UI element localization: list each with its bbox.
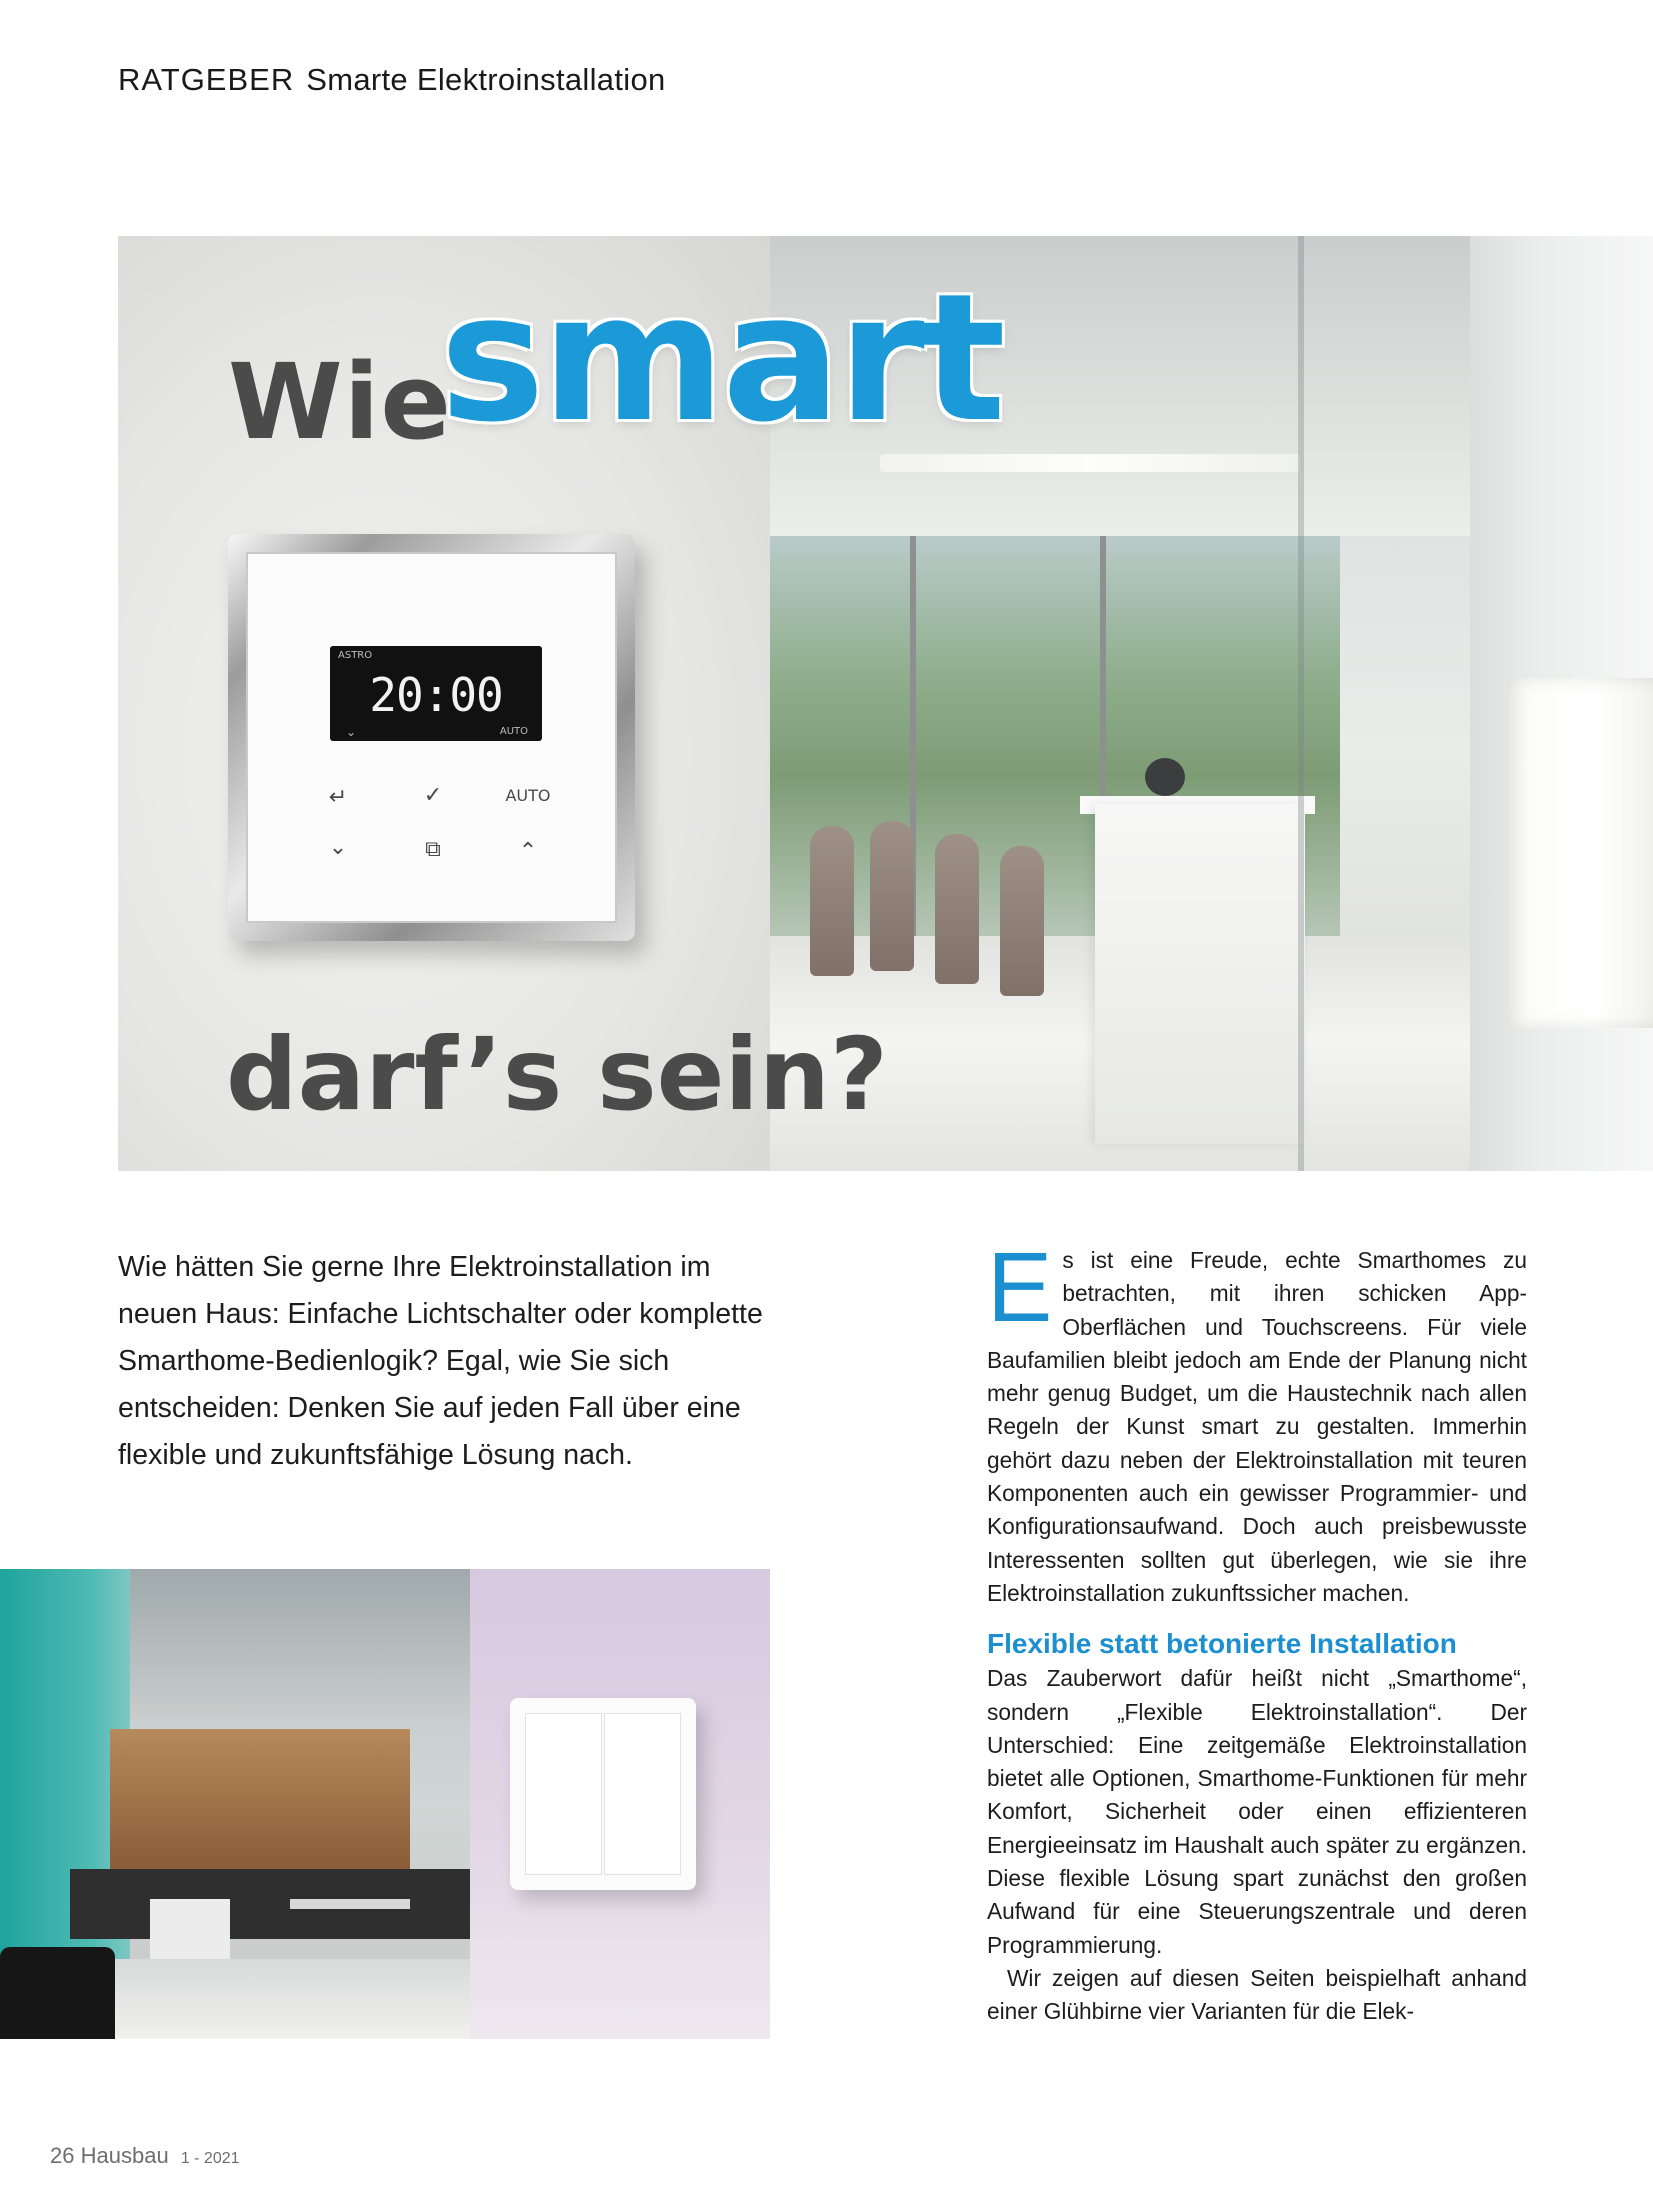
chevron-up-icon: ⌃ [518, 838, 538, 863]
headline-wie: Wie [228, 341, 452, 463]
wall-control-device [228, 534, 635, 941]
sofa [0, 1947, 115, 2039]
magazine-name: Hausbau [80, 2143, 169, 2168]
headline-darf: darf’s sein? [226, 1016, 888, 1133]
page-footer [50, 2143, 240, 2169]
device-display [330, 646, 542, 741]
light-switch [510, 1698, 696, 1890]
check-icon: ✓ [423, 782, 443, 807]
hero-image [118, 236, 1653, 1171]
article-paragraph: Es ist eine Freude, echte Smarthomes zu betrachten, mit ihren schicken App-Oberflächen und Touchscreens. Für viele Baufamilien bleibt jedoch am Ende der Planung nicht mehr genug Budget, um die Haustechnik nach allen Regeln der Kunst smart zu gestalten. Immerhin gehört dazu neben der Elektroinstallation mit teuren Komponenten auch ein gewisser Programmier- und Konfigurationsaufwand. Doch auch preisbewusste Interessenten sollten gut überlegen, wie sie ihre Elektroinstallation zukunftssicher machen. [987, 1232, 1527, 1606]
switch-rocker-left [525, 1713, 602, 1875]
headline-smart: smart [440, 256, 1003, 461]
chevron-down-icon: ⌄ [346, 725, 357, 739]
device-plate [246, 552, 617, 923]
running-head [118, 62, 666, 98]
chevron-down-icon: ⌄ [328, 834, 348, 859]
lead-paragraph: Wie hätten Sie gerne Ihre Elektroinstallation im neuen Haus: Einfache Lichtschalter oder komplette Smarthome-Bedienlogik? Egal, wie Sie sich entscheiden: Denken Sie auf jeden Fall über eine flexible und zukunftsfähige Lösung nach. [118, 1251, 763, 1471]
display-astro-label: ASTRO [338, 650, 373, 661]
article-paragraph: Das Zauberwort dafür heißt nicht „Smarthome“, sondern „Flexible Elektroinstallation“. Der Unterschied: Eine zeitgemäße Elektroinstallation bietet alle Optionen, Smarthome-Funktionen für mehr Komfort, Sicherheit oder einen effizienteren Energieeinsatz im Haushalt auch später zu ergänzen. Diese flexible Lösung spart zunächst den großen Aufwand für eine Steuerungszentrale und deren Programmierung. [987, 1665, 1527, 1958]
page-number: 26 [50, 2143, 75, 2168]
wall-niche [1506, 678, 1653, 1028]
interior-switch-photo [0, 1569, 770, 2039]
vase [1145, 758, 1185, 796]
device-auto-button: AUTO [505, 786, 551, 805]
return-icon: ↵ [328, 784, 348, 809]
article-body [987, 1232, 1527, 2029]
display-auto-label: AUTO [499, 726, 528, 737]
display-time: 20:00 [369, 668, 503, 722]
article-subhead: Flexible statt betonierte Installation [987, 1628, 1457, 1660]
issue-number: 1 - 2021 [180, 2150, 240, 2167]
section-kicker: RATGEBER [118, 62, 295, 97]
article-paragraph: Wir zeigen auf diesen Seiten beispielhaft anhand einer Glühbirne vier Varianten für die Elek- [987, 1964, 1527, 2025]
drop-cap: E [987, 1232, 1053, 1342]
window-icon: ⧉ [425, 836, 441, 861]
section-title: Smarte Elektroinstallation [306, 62, 666, 97]
switch-rocker-right [604, 1713, 681, 1875]
